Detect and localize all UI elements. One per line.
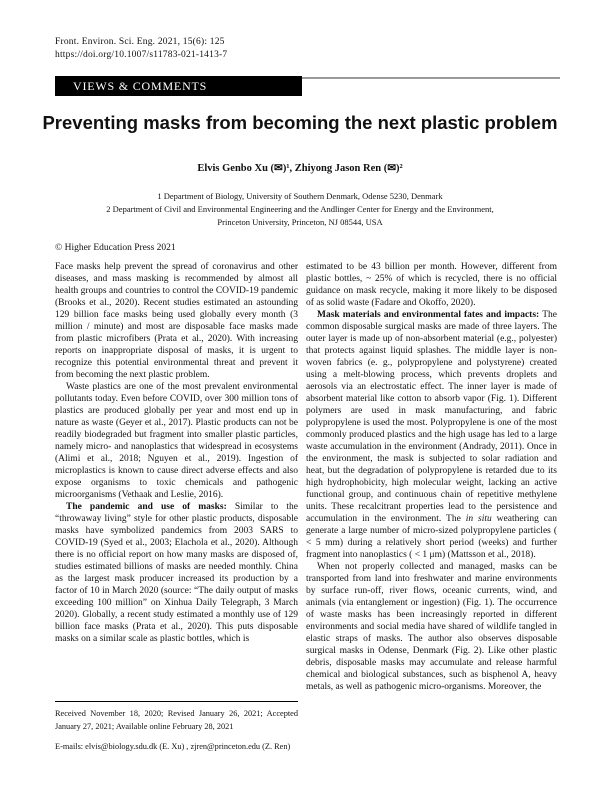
paragraph: [55, 261, 298, 381]
paragraph: [55, 501, 298, 645]
article-title: Preventing masks from becoming the next plastic problem: [42, 112, 558, 133]
paragraph-text: Waste plastics are one of the most prevalent environmental pollutants today. Even before COVID, over 300 million tons of plastics are produced globally per year and most end up in nature as waste (Geyer et al., 2017). Plastic products can not be readily biodegraded but fragment into smaller plastic particles, namely micro- and nanoplastics that widespread in ecosystems (Alimi et al., 2018; Nguyen et al., 2019). Ingestion of microplastics is known to cause direct adverse effects and also expose organisms to toxic chemicals and pathogenic microorganisms (Vethaak and Leslie, 2016).: [55, 382, 298, 500]
paragraph: [306, 309, 557, 561]
copyright-notice: © Higher Education Press 2021: [55, 243, 176, 253]
paragraph: [306, 261, 557, 309]
received-dates: Received November 18, 2020; Revised January 26, 2021; Accepted January 27, 2021; Available online February 28, 2021: [55, 709, 298, 731]
paragraph-lead-in: The pandemic and use of masks:: [66, 502, 235, 512]
authors-line: Elvis Genbo Xu (✉)¹, Zhiyong Jason Ren (✉)²: [197, 163, 403, 174]
paragraph: [306, 561, 557, 693]
paragraph-lead-in: Mask materials and environmental fates and impacts:: [317, 310, 543, 320]
paragraph-text: The common disposable surgical masks are made of three layers. The outer layer is made up of non-absorbent material (e.g., polyester) that protects against liquid splashes. The middle layer is non-woven fabrics (e. g., polypropylene and polystyrene) created using a melt-blowing process, which prevents droplets and aerosols via an electrostatic effect. The inner layer is made of absorbent material like cotton to absorb vapor (Fig. 1). Different polymers are used in mask manufacturing, and fabric polypropylene is used the most. Polypropylene is one of the most commonly produced plastics and the high usage has led to a large waste accumulation in the environment (Andrady, 2011). Once in the environment, the mask is subjected to solar radiation and heat, but the degradation of polypropylene is retarded due to its high hydrophobicity, high molecular weight, lacking an active functional group, and continuous chain of repetitive methylene units. These recalcitrant properties lead to the persistence and accumulation in the environment. The: [306, 310, 557, 524]
footnote-block: [55, 701, 298, 753]
paragraph-text: in situ: [465, 514, 492, 524]
affiliation-line: 1 Department of Biology, University of Southern Denmark, Odense 5230, Denmark: [157, 191, 443, 201]
banner-rule: [302, 77, 560, 79]
doi-link: https://doi.org/10.1007/s11783-021-1413-7: [55, 50, 228, 60]
paragraph-text: Face masks help prevent the spread of coronavirus and other diseases, and mass masking is recommended by almost all health groups and countries to control the COVID-19 pandemic (Brooks et al., 2020). Recent studies estimated an astounding 129 billion face masks being used globally every month (3 million / minute) and most are disposable face masks made from plastic microfibers (Prata et al., 2020). With increasing reports on inappropriate disposal of masks, it is urgent to recognize this potential environmental threat and prevent it from becoming the next plastic problem.: [55, 262, 298, 380]
paragraph-text: weathering can generate a large number of micro-sized polypropylene particles ( < 5 mm) during a relatively short period (weeks) and further fragment into nanoplastics ( < 1 μm) (Mattsson et al., 2018).: [306, 514, 557, 560]
paragraph: [55, 381, 298, 501]
author-emails: E-mails: elvis@biology.sdu.dk (E. Xu) , zjren@princeton.edu (Z. Ren): [55, 742, 291, 751]
body-column-left: [55, 261, 298, 645]
body-column-right: [306, 261, 557, 693]
section-banner: VIEWS & COMMENTS: [55, 76, 302, 96]
affiliation-line: Princeton University, Princeton, NJ 08544, USA: [217, 217, 383, 227]
paragraph-text: estimated to be 43 billion per month. However, different from plastic bottles, ~ 25% of which is recycled, there is no official guidance on mask recycle, making it more likely to be disposed of as solid waste (Fadare and Okoffo, 2020).: [306, 262, 557, 308]
paragraph-text: When not properly collected and managed, masks can be transported from land into freshwater and marine environments by surface run-off, river flows, oceanic currents, wind, and animals (via entanglement or ingestion) (Fig. 1). The occurrence of waste masks has been increasingly reported in different environments and social media have shared of wildlife tangled in elastic straps of masks. The author also observes disposable surgical masks in Odense, Denmark (Fig. 2). Like other plastic debris, disposable masks may accumulate and release harmful chemical and biological substances, such as bisphenol A, heavy metals, as well as pathogenic micro-organisms. Moreover, the: [306, 562, 557, 692]
paragraph-text: Similar to the “throwaway living” style for other plastic products, disposable masks have symbolized pandemics from 2003 SARS to COVID-19 (Syed et al., 2003; Elachola et al., 2020). Although there is no official report on how many masks are disposed of, studies estimated billions of masks are needed monthly. China as the largest mask producer increased its production by a factor of 10 in March 2020 (source: “The daily output of masks exceeding 100 million” on Xinhua Daily Telegraph, 3 March 2020). Globally, a recent study estimated a monthly use of 129 billion face masks (Prata et al., 2020). This puts disposable masks on a similar scale as plastic bottles, which is: [55, 502, 298, 644]
affiliation-line: 2 Department of Civil and Environmental Engineering and the Andlinger Center for Energy and the Environment,: [106, 204, 494, 214]
journal-reference: Front. Environ. Sci. Eng. 2021, 15(6): 125: [55, 37, 225, 47]
affiliations: [0, 190, 600, 229]
footnote-rule: [55, 701, 298, 702]
